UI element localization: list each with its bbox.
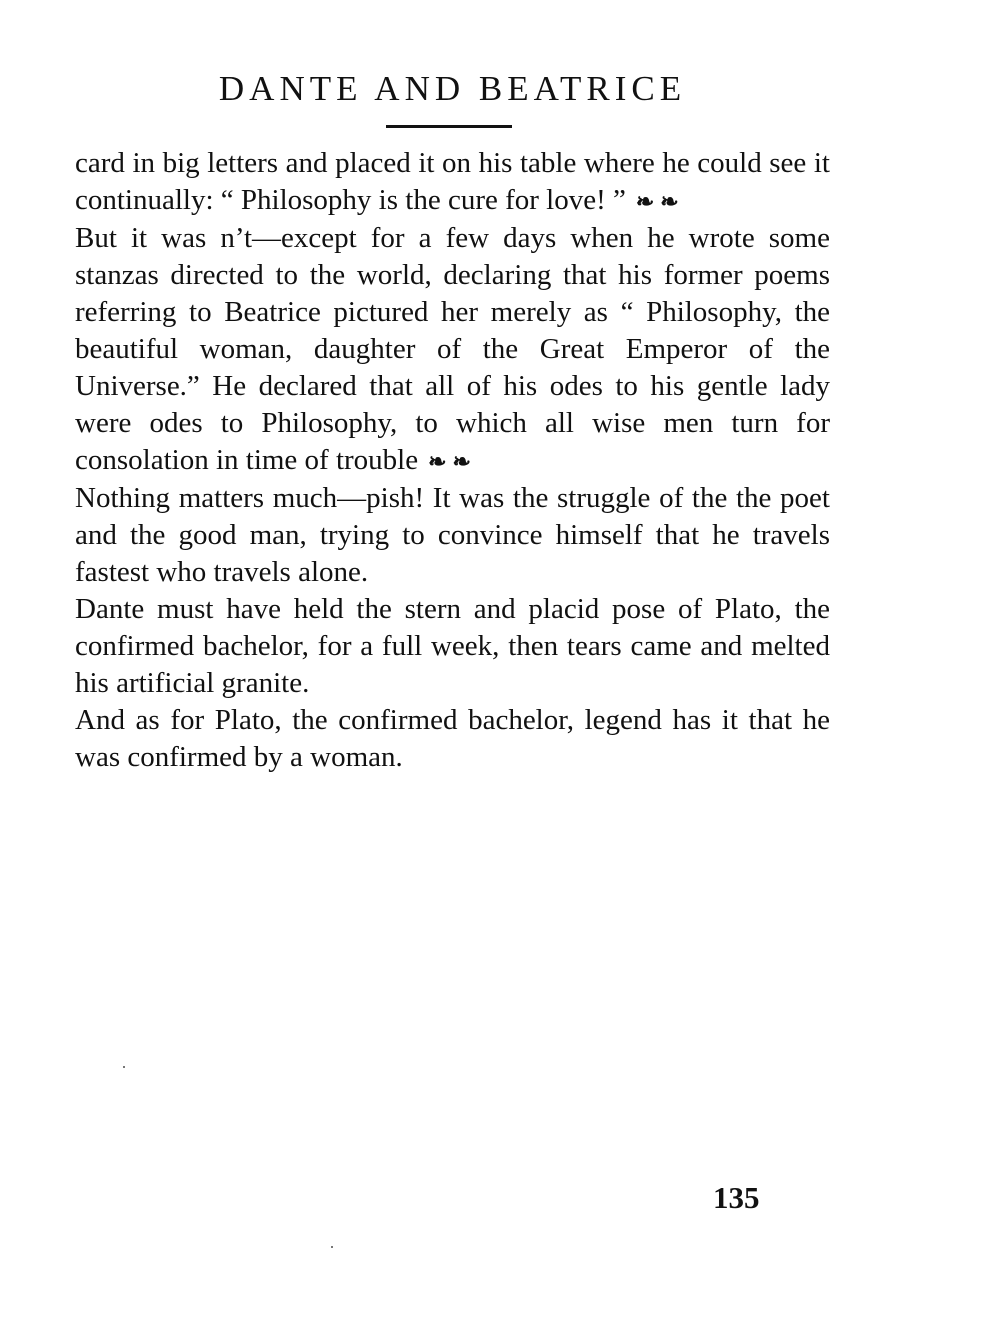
paragraph-text: Dante must have held the stern and placid pose of Plato, the confirmed bachelor, for a full week, then tears came and melted his artificial granite. xyxy=(75,593,830,699)
page-number: 135 xyxy=(713,1180,760,1215)
paragraph-text: card in big letters and placed it on his table where he could see it continually: “ Philosophy is the cure for love! ” xyxy=(75,147,830,216)
page-body xyxy=(75,145,830,776)
scan-speck xyxy=(331,1246,333,1248)
paragraph xyxy=(75,480,830,591)
header-rule xyxy=(386,125,512,128)
paragraph xyxy=(75,591,830,702)
paragraph-text: And as for Plato, the confirmed bachelor, legend has it that he was confirmed by a woman. xyxy=(75,704,830,773)
paragraph xyxy=(75,702,830,776)
paragraph xyxy=(75,145,830,220)
paragraph xyxy=(75,220,830,480)
paragraph-text: Nothing matters much—pish! It was the struggle of the the poet and the good man, trying to convince himself that he travels fastest who travels alone. xyxy=(75,482,830,588)
running-title: DANTE AND BEATRICE xyxy=(218,69,687,108)
fleuron-ornament-icon: ❧❧ xyxy=(428,449,477,474)
paragraph-text: But it was n’t—except for a few days when he wrote some stanzas directed to the world, declaring that his former poems referring to Beatrice pictured her merely as “ Philosophy, the beautiful woman, daughter of the Great Emperor of the Universe.” He declared that all of his odes to his gentle lady were odes to Philosophy, to which all wise men turn for consolation in time of trouble xyxy=(75,222,830,476)
scan-speck xyxy=(123,1066,125,1068)
fleuron-ornament-icon: ❧❧ xyxy=(635,189,685,214)
